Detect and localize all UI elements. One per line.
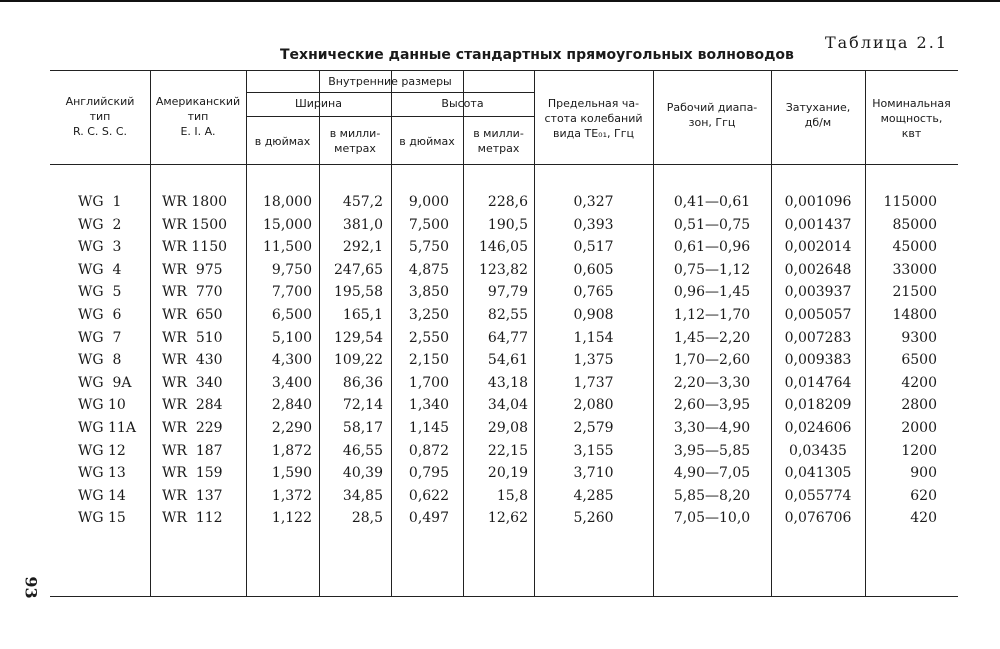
cell-height-mm: 34,04 — [487, 397, 528, 414]
cell-nominal-power: 420 — [910, 510, 937, 527]
header-english-type — [50, 94, 150, 139]
cell-height-inches: 3,250 — [408, 307, 449, 323]
header-nominal-power — [865, 96, 958, 141]
header-line: мощность, — [880, 112, 943, 125]
cell-width-mm: 46,55 — [342, 442, 383, 459]
cell-english-type: WG 4 — [78, 261, 122, 278]
column-divider — [246, 71, 247, 597]
cell-width-mm: 109,22 — [334, 352, 383, 369]
cell-cutoff-frequency: 0,393 — [573, 216, 614, 233]
cell-attenuation: 0,007283 — [784, 329, 852, 346]
cell-cutoff-frequency: 0,517 — [573, 239, 614, 256]
cell-american-type: WR 187 — [162, 442, 223, 459]
header-line: тип — [187, 110, 209, 123]
header-width-mm — [319, 126, 391, 156]
cell-operating-range: 0,51—0,75 — [673, 216, 751, 233]
column-divider — [391, 71, 392, 597]
cell-nominal-power: 21500 — [892, 284, 937, 301]
cell-cutoff-frequency: 2,579 — [573, 420, 614, 436]
header-internal-dims: Внутренние размеры — [328, 75, 452, 88]
cell-height-inches: 0,872 — [408, 442, 449, 459]
cell-width-inches: 1,122 — [271, 510, 312, 527]
cell-operating-range: 0,96—1,45 — [673, 284, 751, 301]
header-height-inches: в дюймах — [399, 135, 455, 148]
cell-height-mm: 123,82 — [479, 261, 528, 278]
cell-operating-range: 0,41—0,61 — [673, 194, 751, 210]
cell-operating-range: 4,90—7,05 — [673, 465, 751, 482]
cell-english-type: WG 10 — [78, 397, 126, 414]
cell-english-type: WG 11A — [78, 420, 136, 436]
cell-width-mm: 58,17 — [342, 420, 383, 436]
cell-height-inches: 3,850 — [408, 284, 449, 301]
cell-english-type: WG 13 — [78, 465, 126, 482]
header-line: метрах — [334, 142, 376, 155]
cell-cutoff-frequency: 0,605 — [573, 261, 614, 278]
cell-cutoff-frequency: 2,080 — [573, 397, 614, 414]
cell-nominal-power: 900 — [910, 465, 937, 482]
header-line: тип — [89, 110, 111, 123]
cell-attenuation: 0,002648 — [784, 261, 852, 278]
cell-cutoff-frequency: 1,154 — [573, 329, 614, 346]
cell-attenuation: 0,018209 — [784, 397, 852, 414]
cell-width-inches: 4,300 — [271, 352, 312, 369]
cell-operating-range: 7,05—10,0 — [673, 510, 751, 527]
header-line: квт — [901, 127, 922, 140]
cell-operating-range: 1,70—2,60 — [673, 352, 751, 369]
cell-width-mm: 165,1 — [342, 307, 383, 323]
cell-operating-range: 3,95—5,85 — [673, 442, 751, 459]
cell-width-mm: 28,5 — [351, 510, 383, 527]
cell-height-mm: 228,6 — [487, 194, 528, 210]
cell-height-inches: 1,145 — [408, 420, 449, 436]
cell-height-mm: 43,18 — [487, 374, 528, 391]
cell-width-mm: 72,14 — [342, 397, 383, 414]
header-line: в милли- — [473, 127, 524, 140]
cell-width-inches: 1,872 — [271, 442, 312, 459]
cell-nominal-power: 115000 — [883, 194, 937, 210]
cell-attenuation: 0,03435 — [789, 442, 847, 459]
cell-width-mm: 247,65 — [334, 261, 383, 278]
cell-width-mm: 129,54 — [334, 329, 383, 346]
header-height-mm — [463, 126, 534, 156]
cell-nominal-power: 6500 — [901, 352, 937, 369]
cell-height-mm: 15,8 — [496, 487, 528, 504]
cell-nominal-power: 45000 — [892, 239, 937, 256]
table-title: Технические данные стандартных прямоугольных волноводов — [280, 47, 794, 63]
cell-width-inches: 18,000 — [263, 194, 312, 210]
cell-height-mm: 190,5 — [487, 216, 528, 233]
cell-height-inches: 0,795 — [408, 465, 449, 482]
cell-height-mm: 146,05 — [479, 239, 528, 256]
cell-width-mm: 86,36 — [342, 374, 383, 391]
internal-dims-rule — [246, 92, 534, 93]
cell-american-type: WR 159 — [162, 465, 223, 482]
cell-height-inches: 1,340 — [408, 397, 449, 414]
cell-operating-range: 1,12—1,70 — [673, 307, 751, 323]
cell-english-type: WG 14 — [78, 487, 126, 504]
header-line: Американский — [155, 95, 241, 108]
header-width: Ширина — [295, 97, 342, 110]
cell-cutoff-frequency: 5,260 — [573, 510, 614, 527]
cell-height-mm: 97,79 — [487, 284, 528, 301]
cell-height-mm: 54,61 — [487, 352, 528, 369]
cell-english-type: WG 2 — [78, 216, 122, 233]
cell-attenuation: 0,055774 — [784, 487, 852, 504]
cell-width-inches: 11,500 — [263, 239, 312, 256]
cell-operating-range: 0,75—1,12 — [673, 261, 751, 278]
header-line: стота колебаний — [544, 112, 643, 125]
cell-nominal-power: 4200 — [901, 374, 937, 391]
cell-width-inches: 9,750 — [271, 261, 312, 278]
header-attenuation — [771, 100, 865, 130]
cell-attenuation: 0,001096 — [784, 194, 852, 210]
cell-english-type: WG 12 — [78, 442, 126, 459]
cell-american-type: WR 650 — [162, 307, 223, 323]
cell-width-mm: 34,85 — [342, 487, 383, 504]
table-top-rule — [50, 70, 958, 71]
cell-height-inches: 9,000 — [408, 194, 449, 210]
cell-english-type: WG 8 — [78, 352, 122, 369]
header-height: Высота — [441, 97, 484, 110]
cell-height-mm: 12,62 — [487, 510, 528, 527]
cell-attenuation: 0,024606 — [784, 420, 852, 436]
cell-width-inches: 5,100 — [271, 329, 312, 346]
cell-width-mm: 40,39 — [342, 465, 383, 482]
cell-attenuation: 0,076706 — [784, 510, 852, 527]
cell-nominal-power: 33000 — [892, 261, 937, 278]
cell-operating-range: 0,61—0,96 — [673, 239, 751, 256]
cell-attenuation: 0,009383 — [784, 352, 852, 369]
cell-width-inches: 1,372 — [271, 487, 312, 504]
cell-american-type: WR 770 — [162, 284, 223, 301]
header-line: Номинальная — [872, 97, 951, 110]
table-label: Таблица 2.1 — [824, 33, 948, 52]
cell-english-type: WG 6 — [78, 307, 122, 323]
header-line: Предельная ча- — [547, 97, 640, 110]
top-border — [0, 0, 1000, 2]
cell-nominal-power: 14800 — [892, 307, 937, 323]
cell-height-mm: 82,55 — [487, 307, 528, 323]
header-bottom-rule — [50, 164, 958, 165]
cell-height-inches: 5,750 — [408, 239, 449, 256]
cell-height-inches: 1,700 — [408, 374, 449, 391]
header-line: в милли- — [329, 127, 381, 140]
cell-american-type: WR 1800 — [162, 194, 228, 210]
cell-american-type: WR 1150 — [162, 239, 228, 256]
column-divider — [150, 71, 151, 597]
cell-height-inches: 2,150 — [408, 352, 449, 369]
cell-width-mm: 292,1 — [342, 239, 383, 256]
cell-width-inches: 2,290 — [271, 420, 312, 436]
cell-width-inches: 1,590 — [271, 465, 312, 482]
header-line: дб/м — [804, 116, 832, 129]
cell-american-type: WR 340 — [162, 374, 223, 391]
cell-cutoff-frequency: 1,375 — [573, 352, 614, 369]
cell-attenuation: 0,003937 — [784, 284, 852, 301]
cell-english-type: WG 1 — [78, 194, 122, 210]
cell-width-mm: 457,2 — [342, 194, 383, 210]
cell-english-type: WG 5 — [78, 284, 122, 301]
cell-cutoff-frequency: 3,710 — [573, 465, 614, 482]
header-line: Английский — [65, 95, 135, 108]
header-line: вида TE₀₁, Ггц — [553, 127, 634, 140]
cell-height-mm: 29,08 — [487, 420, 528, 436]
cell-operating-range: 5,85—8,20 — [673, 487, 751, 504]
cell-american-type: WR 137 — [162, 487, 223, 504]
cell-english-type: WG 7 — [78, 329, 122, 346]
cell-nominal-power: 9300 — [901, 329, 937, 346]
cell-height-inches: 2,550 — [408, 329, 449, 346]
cell-cutoff-frequency: 0,908 — [573, 307, 614, 323]
cell-height-inches: 7,500 — [408, 216, 449, 233]
cell-american-type: WR 284 — [162, 397, 223, 414]
cell-american-type: WR 229 — [162, 420, 223, 436]
cell-height-mm: 20,19 — [487, 465, 528, 482]
cell-english-type: WG 3 — [78, 239, 122, 256]
cell-american-type: WR 975 — [162, 261, 223, 278]
cell-cutoff-frequency: 4,285 — [573, 487, 614, 504]
header-width-inches: в дюймах — [254, 135, 311, 148]
cell-width-mm: 195,58 — [334, 284, 383, 301]
cell-operating-range: 2,20—3,30 — [673, 374, 751, 391]
cell-width-inches: 15,000 — [263, 216, 312, 233]
cell-american-type: WR 112 — [162, 510, 223, 527]
cell-attenuation: 0,041305 — [784, 465, 852, 482]
cell-height-inches: 0,497 — [408, 510, 449, 527]
cell-operating-range: 2,60—3,95 — [673, 397, 751, 414]
cell-operating-range: 1,45—2,20 — [673, 329, 751, 346]
header-line: метрах — [477, 142, 520, 155]
cell-nominal-power: 2000 — [901, 420, 937, 436]
cell-width-inches: 6,500 — [271, 307, 312, 323]
cell-attenuation: 0,001437 — [784, 216, 852, 233]
cell-cutoff-frequency: 3,155 — [573, 442, 614, 459]
cell-width-inches: 2,840 — [271, 397, 312, 414]
cell-cutoff-frequency: 0,327 — [573, 194, 614, 210]
cell-height-inches: 0,622 — [408, 487, 449, 504]
header-american-type — [150, 94, 246, 139]
header-line: зон, Ггц — [688, 116, 736, 129]
header-cutoff-frequency — [534, 96, 653, 141]
cell-nominal-power: 620 — [910, 487, 937, 504]
cell-attenuation: 0,002014 — [784, 239, 852, 256]
table-bottom-rule — [50, 596, 958, 597]
cell-height-inches: 4,875 — [408, 261, 449, 278]
cell-nominal-power: 85000 — [892, 216, 937, 233]
cell-american-type: WR 1500 — [162, 216, 228, 233]
cell-width-inches: 7,700 — [271, 284, 312, 301]
header-line: Затухание, — [785, 101, 851, 114]
cell-nominal-power: 2800 — [901, 397, 937, 414]
cell-english-type: WG 9A — [78, 374, 132, 391]
cell-american-type: WR 430 — [162, 352, 223, 369]
width-height-rule — [246, 116, 534, 117]
cell-nominal-power: 1200 — [901, 442, 937, 459]
cell-attenuation: 0,005057 — [784, 307, 852, 323]
cell-american-type: WR 510 — [162, 329, 223, 346]
cell-cutoff-frequency: 1,737 — [573, 374, 614, 391]
cell-width-mm: 381,0 — [342, 216, 383, 233]
cell-width-inches: 3,400 — [271, 374, 312, 391]
cell-height-mm: 22,15 — [487, 442, 528, 459]
page-number: 93 — [21, 576, 41, 599]
cell-height-mm: 64,77 — [487, 329, 528, 346]
header-operating-range — [653, 100, 771, 130]
cell-cutoff-frequency: 0,765 — [573, 284, 614, 301]
header-line: E. I. A. — [180, 125, 216, 138]
header-line: Рабочий диапа- — [666, 101, 758, 114]
cell-operating-range: 3,30—4,90 — [673, 420, 751, 436]
cell-attenuation: 0,014764 — [784, 374, 852, 391]
cell-english-type: WG 15 — [78, 510, 126, 527]
header-line: R. C. S. C. — [72, 125, 128, 138]
